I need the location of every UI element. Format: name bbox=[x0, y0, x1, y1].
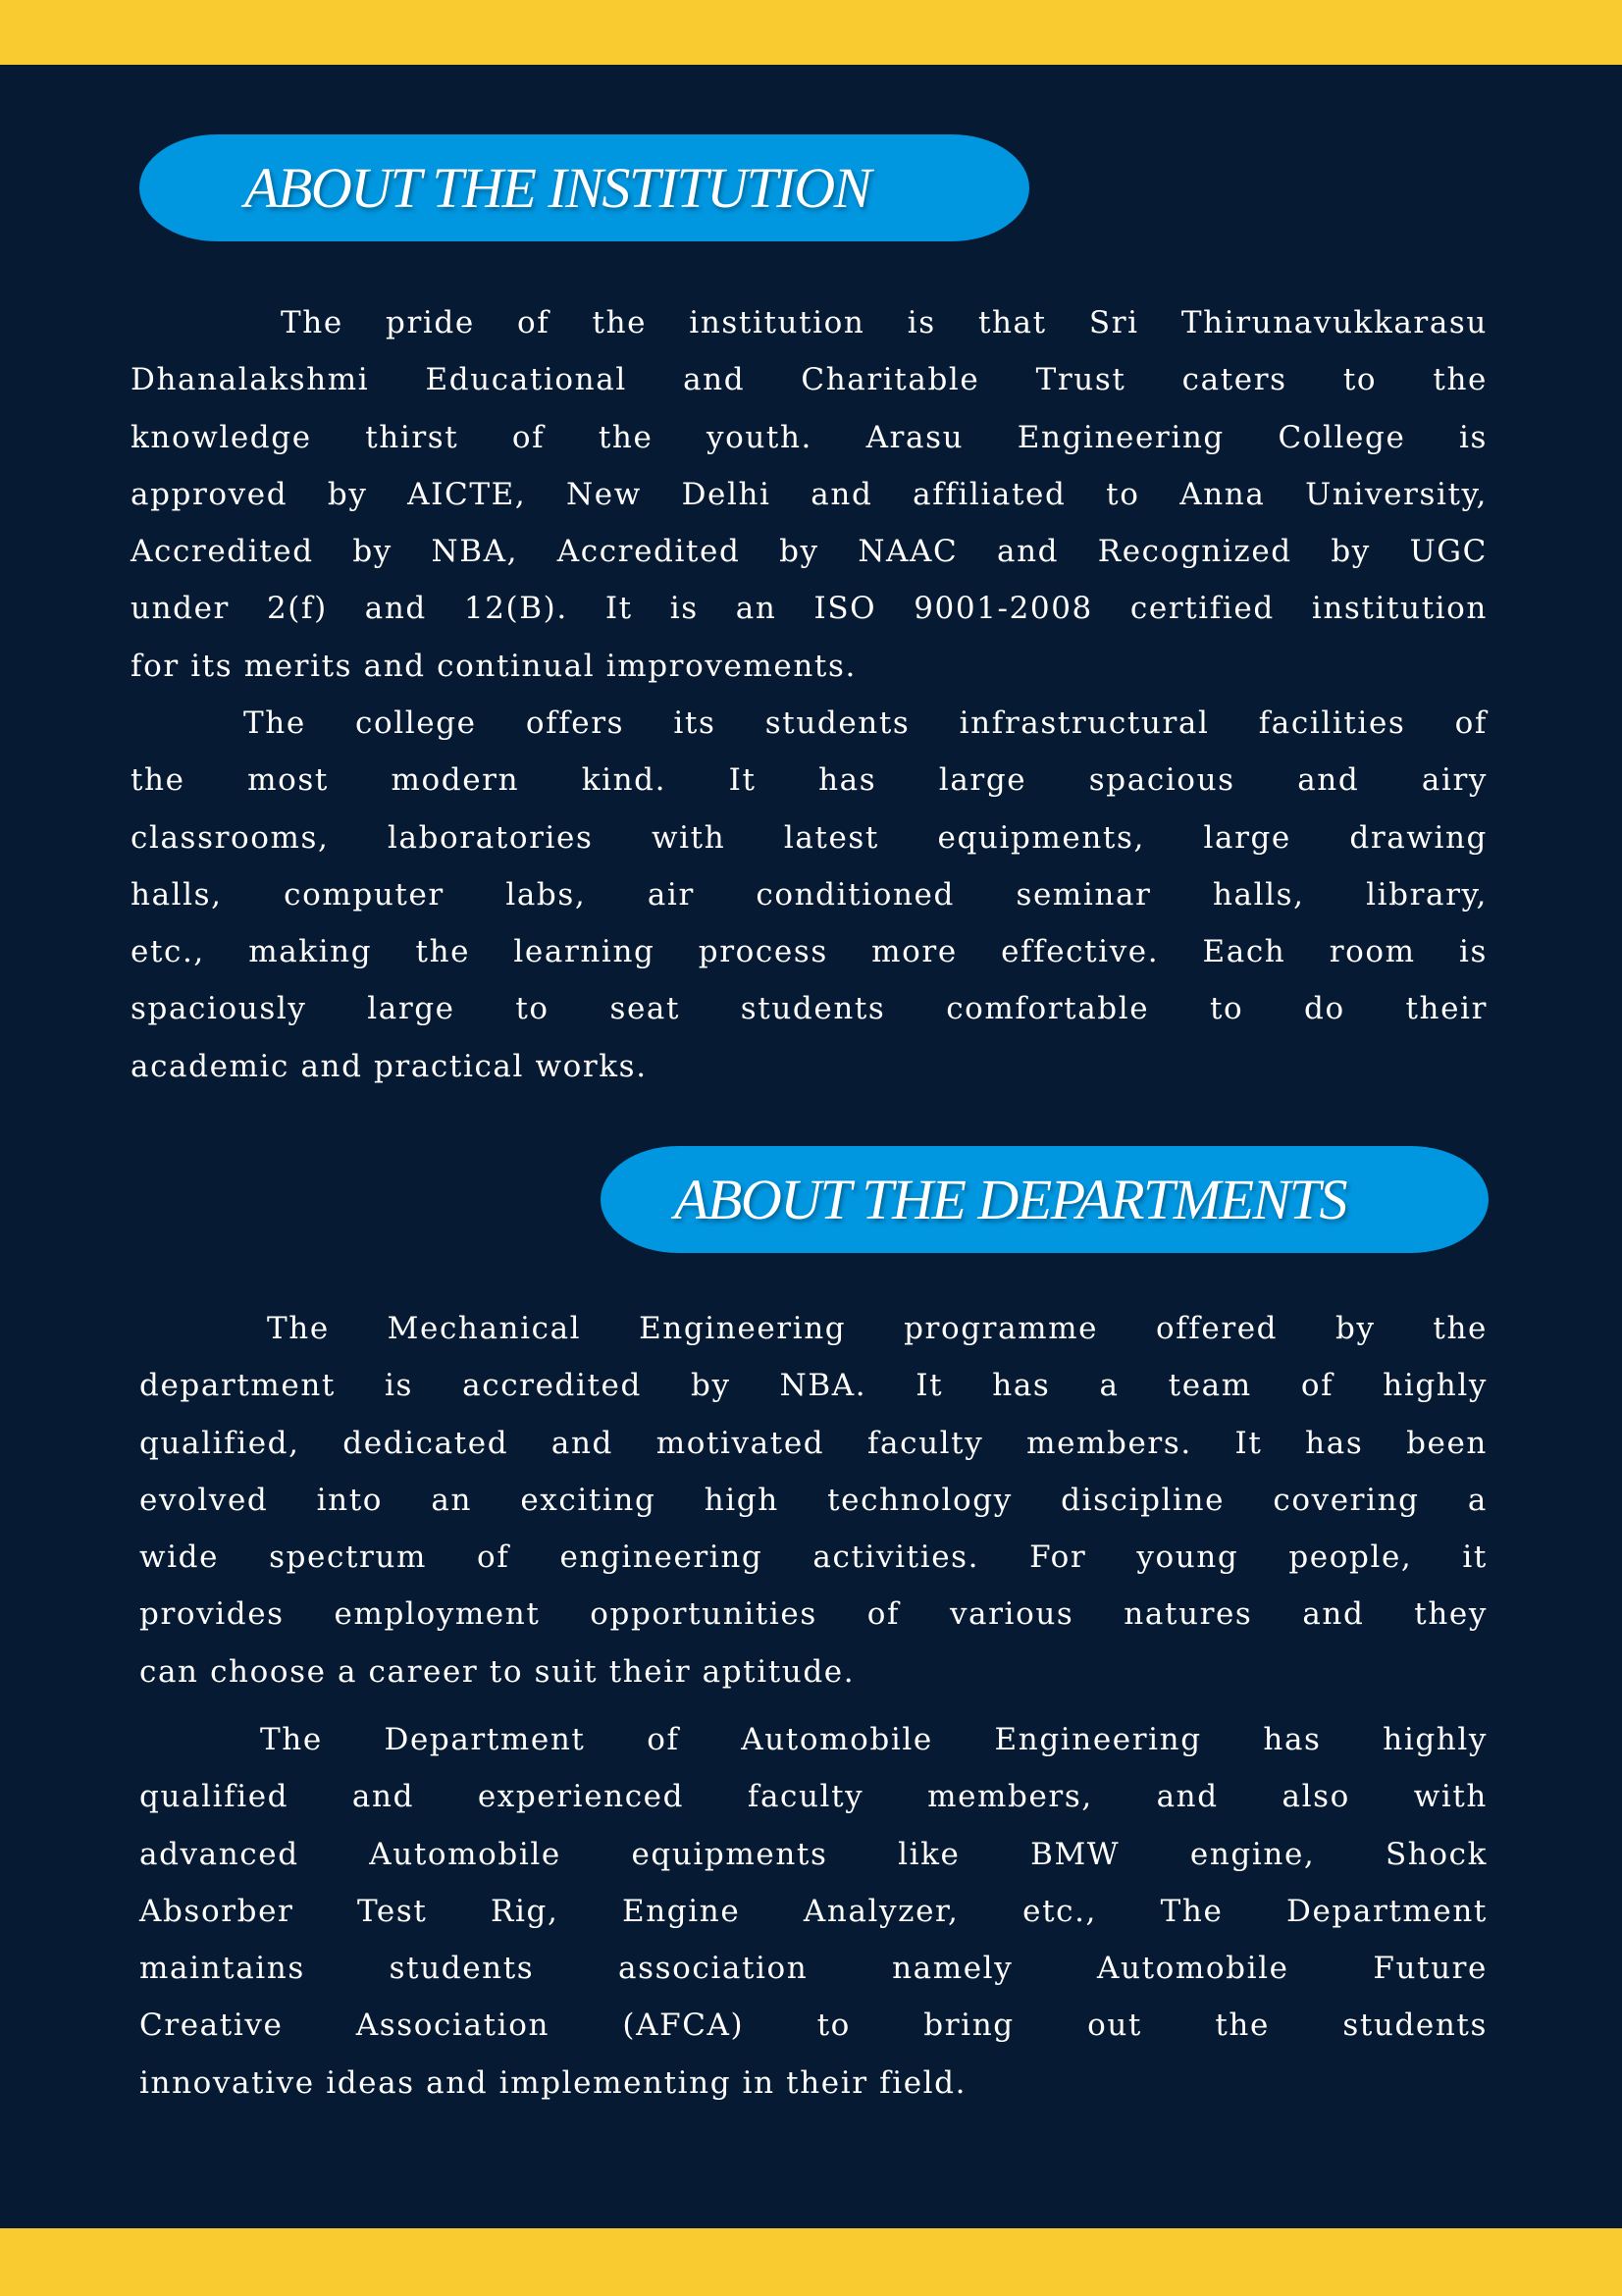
text-line: wide spectrum of engineering activities. For young people, it bbox=[139, 1539, 1488, 1576]
text-line: the most modern kind. It has large spacious and airy bbox=[131, 762, 1488, 799]
text-line: provides employment opportunities of various natures and they bbox=[139, 1596, 1488, 1633]
text-line: can choose a career to suit their aptitude. bbox=[139, 1653, 856, 1690]
text-line: classrooms, laboratories with latest equipments, large drawing bbox=[131, 819, 1488, 856]
text-line: etc., making the learning process more effective. Each room is bbox=[131, 934, 1488, 970]
text-line: The Department of Automobile Engineering has highly bbox=[260, 1722, 1488, 1757]
top-yellow-bar bbox=[0, 0, 1622, 65]
text-line: department is accredited by NBA. It has a team of highly bbox=[139, 1368, 1488, 1404]
text-line: The college offers its students infrastructural facilities of bbox=[243, 705, 1488, 741]
text-line: academic and practical works. bbox=[131, 1048, 648, 1084]
text-line: advanced Automobile equipments like BMW engine, Shock bbox=[139, 1836, 1488, 1872]
text-line: Accredited by NBA, Accredited by NAAC and Recognized by UGC bbox=[131, 534, 1488, 570]
text-line: qualified and experienced faculty members, and also with bbox=[139, 1779, 1488, 1815]
mechanical-department-paragraph bbox=[139, 1300, 1488, 1700]
text-line: for its merits and continual improvements. bbox=[131, 648, 857, 684]
text-line: Dhanalakshmi Educational and Charitable Trust caters to the bbox=[131, 362, 1488, 398]
institution-paragraph-1 bbox=[131, 294, 1488, 695]
institution-paragraph-2 bbox=[131, 695, 1488, 1095]
text-line: approved by AICTE, New Delhi and affiliated to Anna University, bbox=[131, 476, 1488, 512]
text-line: The Mechanical Engineering programme offered by the bbox=[267, 1311, 1488, 1346]
text-line: The pride of the institution is that Sri Thirunavukkarasu bbox=[281, 305, 1488, 340]
text-line: maintains students association namely Automobile Future bbox=[139, 1951, 1488, 1987]
bottom-yellow-bar bbox=[0, 2228, 1622, 2296]
heading-text: ABOUT THE DEPARTMENTS bbox=[674, 1168, 1346, 1231]
text-line: knowledge thirst of the youth. Arasu Engineering College is bbox=[131, 419, 1488, 455]
text-line: halls, computer labs, air conditioned seminar halls, library, bbox=[131, 876, 1488, 913]
text-line: qualified, dedicated and motivated faculty members. It has been bbox=[139, 1425, 1488, 1461]
text-line: under 2(f) and 12(B). It is an ISO 9001-2008 certified institution bbox=[131, 591, 1488, 627]
text-line: innovative ideas and implementing in their field. bbox=[139, 2064, 968, 2101]
heading-about-institution bbox=[139, 134, 1029, 241]
automobile-department-paragraph bbox=[139, 1711, 1488, 2112]
heading-about-departments bbox=[601, 1146, 1489, 1253]
heading-text: ABOUT THE INSTITUTION bbox=[244, 156, 870, 220]
text-line: evolved into an exciting high technology discipline covering a bbox=[139, 1482, 1488, 1518]
text-line: spaciously large to seat students comfortable to do their bbox=[131, 991, 1488, 1027]
text-line: Creative Association (AFCA) to bring out the students bbox=[139, 2008, 1488, 2044]
text-line: Absorber Test Rig, Engine Analyzer, etc., The Department bbox=[139, 1893, 1488, 1929]
